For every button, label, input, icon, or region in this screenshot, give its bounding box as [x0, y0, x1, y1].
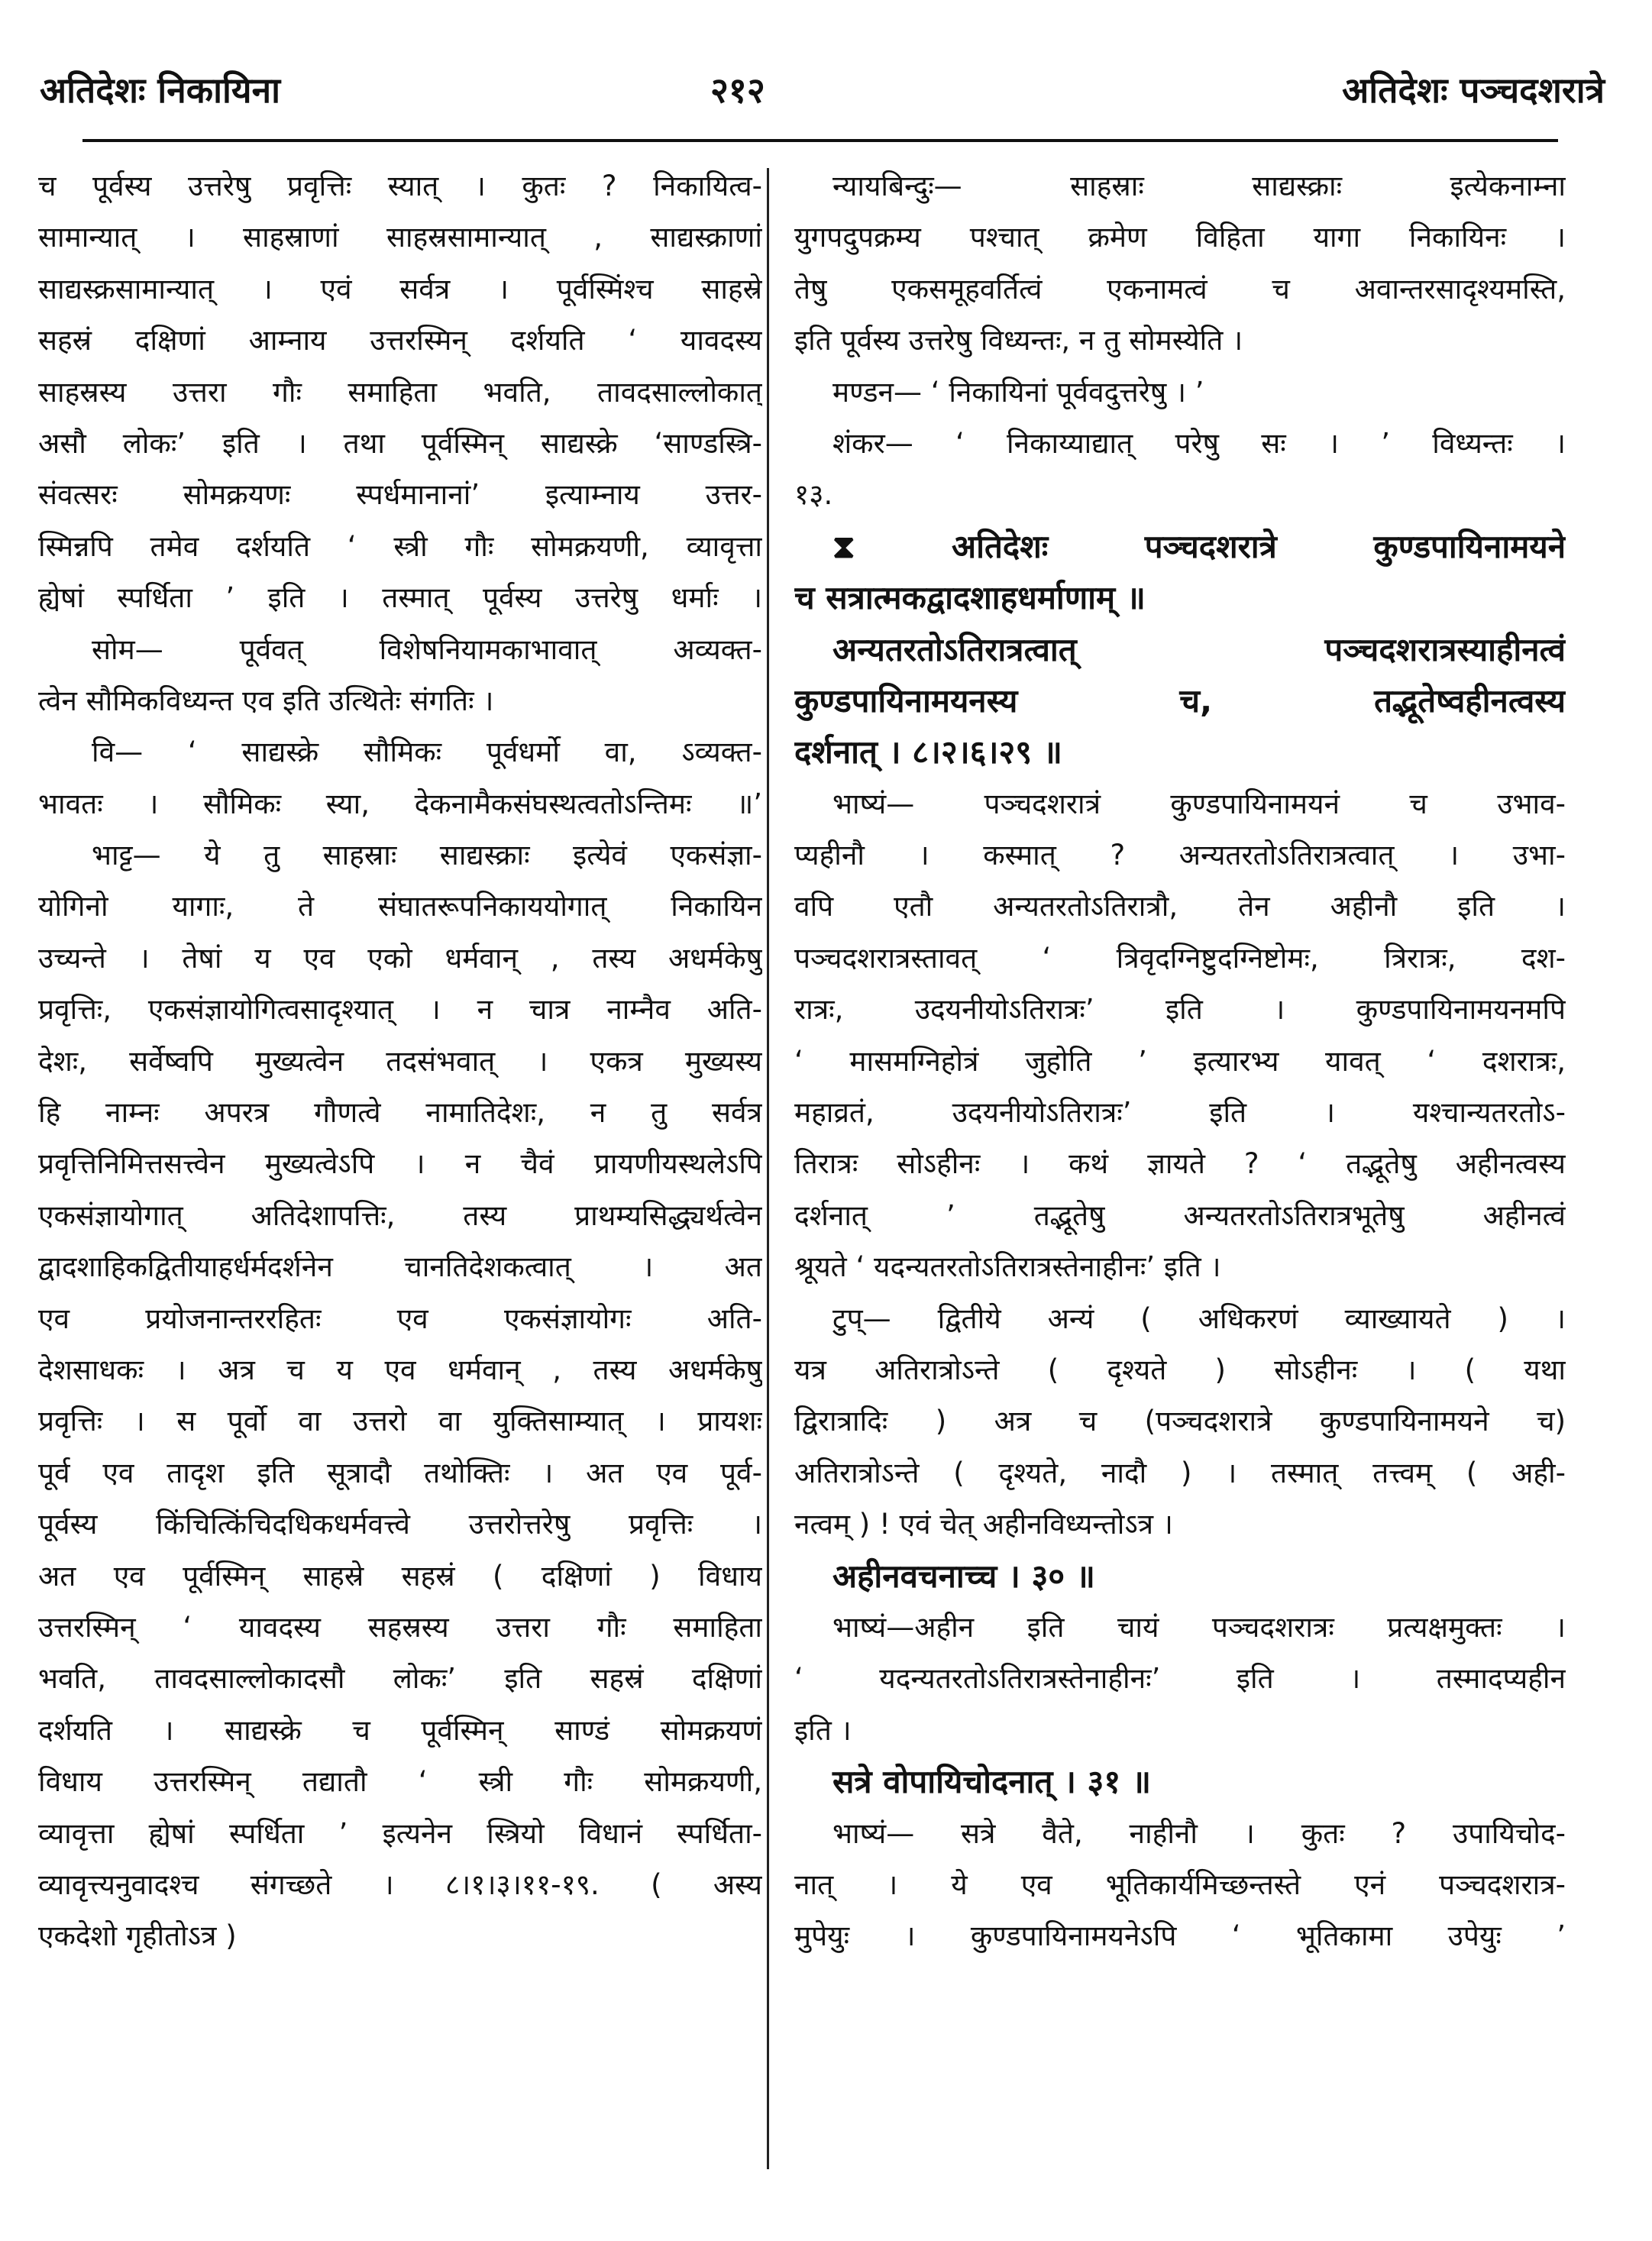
right-column	[794, 160, 1566, 1962]
text-line: युगपदुपक्रम्य पश्चात् क्रमेण विहिता यागा निकायिनः ।	[794, 221, 1566, 254]
running-title-right: अतिदेशः पञ्चदशरात्रे	[1342, 70, 1605, 111]
left-column	[38, 160, 762, 1962]
text-line: एव प्रयोजनान्तररहितः एव एकसंज्ञायोगः अति-	[38, 1302, 762, 1335]
text-line: तिरात्रः सोऽहीनः । कथं ज्ञायते ? ‘ तद्भूतेषु अहीनत्वस्य	[794, 1147, 1566, 1181]
section-number: १३.	[794, 478, 833, 512]
text-line: यत्र अतिरात्रोऽन्ते ( दृश्यते ) सोऽहीनः । ( यथा	[794, 1353, 1566, 1386]
text-line: दर्शयति । साद्यस्क्रे च पूर्वस्मिन् साण्डं सोमक्रयणं	[38, 1713, 762, 1747]
shankara-verse-line: शंकर— ‘ निकाय्याद्यात् परेषु सः । ’ विध्यन्तः ।	[832, 426, 1566, 460]
text-line: स्मिन्नपि तमेव दर्शयति ‘ स्त्री गौः सोमक्रयणी, व्यावृत्ता	[38, 529, 762, 563]
text-line: नत्वम् ) ! एवं चेत् अहीनविध्यन्तोऽत्र ।	[794, 1508, 1173, 1541]
nyayabindu-line: न्यायबिन्दुः— साहस्राः साद्यस्क्राः इत्येकनाम्ना	[832, 170, 1566, 202]
text-line: अत एव पूर्वस्मिन् साहस्रे सहस्रं ( दक्षिणां ) विधाय	[38, 1559, 762, 1593]
text-line: व्यावृत्त्यनुवादश्च संगच्छते । ८।१।३।११-१९. ( अस्य	[38, 1868, 762, 1901]
sutra-31: सत्रे वोपायिचोदनात् । ३१ ॥	[832, 1763, 1152, 1801]
text-line: योगिनो यागाः, ते संघातरूपनिकाययोगात् निकायिन	[38, 890, 762, 923]
running-title-left: अतिदेशः निकायिना	[40, 70, 281, 111]
text-line: महाव्रतं, उदयनीयोऽतिरात्रः’ इति । यश्चान्यतरतोऽ-	[794, 1096, 1566, 1130]
text-line: असौ लोकः’ इति । तथा पूर्वस्मिन् साद्यस्क्रे ‘साण्डस्त्रि-	[38, 426, 762, 460]
text-line: प्रवृत्तिनिमित्तसत्त्वेन मुख्यत्वेऽपि । न चैवं प्रायणीयस्थलेऽपि	[38, 1147, 762, 1181]
text-line: ह्येषां स्पर्धिता ’ इति । तस्मात् पूर्वस्य उत्तरेषु धर्माः ।	[38, 581, 762, 615]
section-heading-text: अतिदेशः पञ्चदशरात्रे कुण्डपायिनामयने	[952, 527, 1566, 565]
text-line: पूर्वस्य किंचित्किंचिदधिकधर्मवत्त्वे उत्तरोत्तरेषु प्रवृत्तिः ।	[38, 1508, 762, 1541]
text-line: तेषु एकसमूहवर्तित्वं एकनामत्वं च अवान्तरसादृश्यमस्ति,	[794, 272, 1566, 306]
text-line: त्वेन सौमिकविध्यन्त एव इति उत्थितेः संगतिः ।	[38, 684, 494, 717]
text-line: इति पूर्वस्य उत्तरेषु विध्यन्तः, न तु सोमस्येति ।	[794, 324, 1243, 357]
text-line: प्यहीनौ । कस्मात् ? अन्यतरतोऽतिरात्रत्वात् । उभा-	[794, 839, 1566, 872]
text-line: प्रवृत्तिः, एकसंज्ञायोगित्वसादृश्यात् । न चात्र नाम्नैव अति-	[38, 993, 762, 1027]
mandana-verse-line: मण्डन— ‘ निकायिनां पूर्ववदुत्तरेषु । ’	[832, 375, 1204, 409]
text-line: हि नाम्नः अपरत्र गौणत्वे नामातिदेशः, न तु सर्वत्र	[38, 1096, 762, 1130]
sutra-line: कुण्डपायिनामयनस्य च, तद्भूतेष्वहीनत्वस्य	[794, 681, 1566, 720]
text-line: साहस्रस्य उत्तरा गौः समाहिता भवति, तावदसाल्लोकात्	[38, 375, 762, 409]
hourglass-icon: ⧗	[832, 527, 952, 565]
text-line: देशसाधकः । अत्र च य एव धर्मवान् , तस्य अधर्मकेषु	[38, 1353, 762, 1386]
sutra-30: अहीनवचनाच्च । ३० ॥	[832, 1557, 1095, 1595]
page-number: २१२	[710, 70, 765, 111]
text-line: विधाय उत्तरस्मिन् तद्यातौ ‘ स्त्री गौः सोमक्रयणी,	[38, 1765, 762, 1799]
text-line: प्रवृत्तिः । स पूर्वो वा उत्तरो वा युक्तिसाम्यात् । प्रायशः	[38, 1405, 762, 1438]
text-line: ‘ मासमग्निहोत्रं जुहोति ’ इत्यारभ्य यावत् ‘ दशरात्रः,	[794, 1044, 1566, 1078]
bhashya-line: भाष्यं— पञ्चदशरात्रं कुण्डपायिनामयनं च उभाव-	[832, 787, 1566, 820]
text-line: रात्रः, उदयनीयोऽतिरात्रः’ इति । कुण्डपायिनामयनमपि	[794, 993, 1566, 1027]
text-line: सामान्यात् । साहस्राणां साहस्रसामान्यात् , साद्यस्क्राणां	[38, 221, 762, 254]
bhatta-commentary-line: भाट्ट— ये तु साहस्राः साद्यस्क्राः इत्येवं एकसंज्ञा-	[92, 839, 762, 872]
text-line: श्रूयते ‘ यदन्यतरतोऽतिरात्रस्तेनाहीनः’ इति ।	[794, 1250, 1221, 1284]
text-line: नात् । ये एव भूतिकार्यमिच्छन्तस्ते एनं पञ्चदशरात्र-	[794, 1868, 1566, 1901]
bhashya-line: भाष्यं—अहीन इति चायं पञ्चदशरात्रः प्रत्यक्षमुक्तः ।	[832, 1610, 1566, 1644]
text-line: संवत्सरः सोमक्रयणः स्पर्धमानानां’ इत्याम्नाय उत्तर-	[38, 478, 762, 512]
tupteeka-line: टुप्— द्वितीये अन्यं ( अधिकरणं व्याख्यायते ) ।	[832, 1302, 1566, 1335]
vi-verse-line: वि— ‘ साद्यस्क्रे सौमिकः पूर्वधर्मो वा, ऽव्यक्त-	[92, 736, 762, 769]
text-line: द्विरात्रादिः ) अत्र च (पञ्चदशरात्रे कुण्डपायिनामयने च)	[794, 1405, 1566, 1438]
header-rule	[82, 139, 1558, 142]
text-line: अतिरात्रोऽन्ते ( दृश्यते, नादौ ) । तस्मात् तत्त्वम् ( अही-	[794, 1456, 1566, 1489]
text-line: सहस्रं दक्षिणां आम्नाय उत्तरस्मिन् दर्शयति ‘ यावदस्य	[38, 324, 762, 357]
text-line: पञ्चदशरात्रस्तावत् ‘ त्रिवृदग्निष्टुदग्निष्टोमः, त्रिरात्रः, दश-	[794, 941, 1566, 975]
column-divider	[767, 168, 769, 2169]
text-line: वपि एतौ अन्यतरतोऽतिरात्रौ, तेन अहीनौ इति ।	[794, 890, 1566, 923]
text-line: भवति, तावदसाल्लोकादसौ लोकः’ इति सहस्रं दक्षिणां	[38, 1662, 762, 1696]
text-line: इति ।	[794, 1713, 852, 1747]
section-heading	[794, 521, 1566, 572]
text-line: व्यावृत्ता ह्येषां स्पर्धिता ’ इत्यनेन स्त्रियो विधानं स्पर्धिता-	[38, 1816, 762, 1850]
text-line: च पूर्वस्य उत्तरेषु प्रवृत्तिः स्यात् । कुतः ? निकायित्व-	[38, 170, 762, 202]
section-heading-line: च सत्रात्मकद्वादशाहधर्माणाम् ॥	[794, 579, 1146, 617]
text-line: द्वादशाहिकद्वितीयाहर्धर्मदर्शनेन चानतिदेशकत्वात् । अत	[38, 1250, 762, 1284]
text-line: भावतः । सौमिकः स्या, देकनामैकसंघस्थत्वतोऽन्तिमः ॥’	[38, 787, 762, 820]
bhashya-line: भाष्यं— सत्रे वैते, नाहीनौ । कुतः ? उपायिचोद-	[832, 1816, 1566, 1850]
text-line: पूर्व एव तादृश इति सूत्रादौ तथोक्तिः । अत एव पूर्व-	[38, 1456, 762, 1489]
text-line: दर्शनात् ’ तद्भूतेषु अन्यतरतोऽतिरात्रभूतेषु अहीनत्वं	[794, 1198, 1566, 1232]
text-line: मुपेयुः । कुण्डपायिनामयनेऽपि ‘ भूतिकामा उपेयुः ’	[794, 1919, 1566, 1953]
text-line: साद्यस्क्रसामान्यात् । एवं सर्वत्र । पूर्वस्मिंश्च साहस्रे	[38, 272, 762, 306]
text-line: एकसंज्ञायोगात् अतिदेशापत्तिः, तस्य प्राथम्यसिद्ध्यर्थत्वेन	[38, 1198, 762, 1232]
sutra-line: दर्शनात् । ८।२।६।२९ ॥	[794, 733, 1062, 771]
text-line: ‘ यदन्यतरतोऽतिरात्रस्तेनाहीनः’ इति । तस्मादप्यहीन	[794, 1662, 1566, 1696]
soma-commentary-line: सोम— पूर्ववत् विशेषनियामकाभावात् अव्यक्त-	[92, 632, 762, 666]
text-line: देशः, सर्वेष्वपि मुख्यत्वेन तदसंभवात् । एकत्र मुख्यस्य	[38, 1044, 762, 1078]
sutra-line: अन्यतरतोऽतिरात्रत्वात् पञ्चदशरात्रस्याहीनत्वं	[832, 630, 1566, 668]
text-line: उत्तरस्मिन् ‘ यावदस्य सहस्रस्य उत्तरा गौः समाहिता	[38, 1610, 762, 1644]
text-line: एकदेशो गृहीतोऽत्र )	[38, 1919, 237, 1953]
text-line: उच्यन्ते । तेषां य एव एको धर्मवान् , तस्य अधर्मकेषु	[38, 941, 762, 975]
